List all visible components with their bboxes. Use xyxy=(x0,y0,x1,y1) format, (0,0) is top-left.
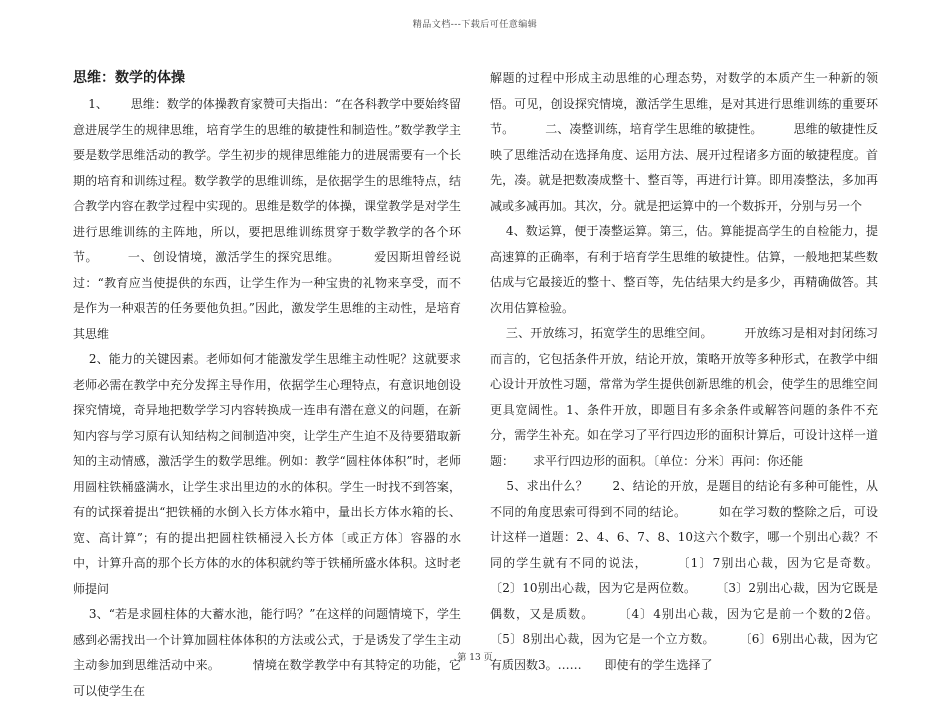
paragraph: 3、“若是求圆柱体的大蓄水池，能行吗？”在这样的问题情境下，学生感到必需找出一个计算加圆柱体体积的方法或公式，于是诱发了学生主动主动参加到思维活动中来。 情境在数学教学中有其特定的功能，它可以使学生在 xyxy=(73,607,461,698)
page-number: 第 13 页 xyxy=(457,653,493,663)
paragraph: 5、求出什么？ 2、结论的开放，是题目的结论有多种可能性，从不同的角度思索可得到不同的结论。 如在学习数的整除之后，可设计这样一道题：2、4、6、7、8、10这六个数字，哪一个别出心裁？不同的学生就有不同的说法， 〔1〕7别出心裁，因为它是奇数。 〔2〕10别出心裁，因为它是两位数。 〔3〕2别出心裁，因为它既是偶数，又是质数。 〔4〕4别出心裁，因为它是前一个数的2倍。 〔5〕8别出心裁，因为它是一个立方数。 〔6〕6别出心裁，因为它有质因数3。…… 即使有的学生选择了 xyxy=(490,479,909,672)
paragraph: 三、开放练习，拓宽学生的思维空间。 开放练习是相对封闭练习而言的，它包括条件开放，结论开放，策略开放等多种形式，在教学中细心设计开放性习题，常常为学生提供创新思维的机会，使学生的思维空间更具宽阔性。1、条件开放，即题目有多余条件或解答问题的条件不充分，需学生补充。如在学习了平行四边形的面积计算后，可设计这样一道题： 求平行四边形的面积。〔单位：分米〕再问：你还能 xyxy=(490,326,878,468)
left-column xyxy=(73,64,461,704)
paragraph: 2、能力的关键因素。老师如何才能激发学生思维主动性呢？这就要求老师必需在教学中充分发挥主导作用，依据学生心理特点，有意识地创设探究情境，奇异地把数学学习内容转换成一连串有潜在意义的问题，在新知内容与学习原有认知结构之间制造冲突，让学生产生迫不及待要猎取新知的主动情感，激活学生的数学思维。例如：教学“圆柱体体积”时，老师用圆柱铁桶盛满水，让学生求出里边的水的体积。学生一时找不到答案，有的试探着提出“把铁桶的水倒入长方体水箱中，量出长方体水箱的长、宽、高计算”；有的提出把圆柱铁桶浸入长方体〔或正方体〕容器的水中，计算升高的那个长方体的水的体积就约等于铁桶所盛水体积。这时老师提问 xyxy=(73,352,461,596)
paragraph: 4、数运算，便于凑整运算。第三，估。算能提高学生的自检能力，提高速算的正确率，有利于培育学生思维的敏捷性。估算，一般地把某些数估成与它最接近的整十、整百等，先估结果大约是多少，再精确做答。其次用估算检验。 xyxy=(490,224,878,315)
paragraph: 1、 思维：数学的体操教育家赞可夫指出：“在各科教学中要始终留意进展学生的规律思维，培育学生的思维的敏捷性和制造性。”数学教学主要是数学思维活动的教学。学生初步的规律思维能力的进展需要有一个长期的培育和训练过程。数学教学的思维训练，是依据学生的思维特点，结合教学内容在教学过程中实现的。思维是数学的体操，课堂教学是对学生进行思维训练的主阵地，所以，要把思维训练贯穿于数学教学的各个环节。 一、创设情境，激活学生的探究思维。 爱因斯坦曾经说过：“教育应当使提供的东西，让学生作为一种宝贵的礼物来享受，而不是作为一种艰苦的任务要他负担。”因此，激发学生思维的主动性，是培育其思维 xyxy=(73,97,461,341)
right-column xyxy=(490,66,909,678)
page-header: 精品文档---下载后可任意编辑 xyxy=(412,20,538,30)
document-title: 思维：数学的体操 xyxy=(73,70,185,86)
paragraph: 解题的过程中形成主动思维的心理态势，对数学的本质产生一种新的领悟。可见，创设探究情境，激活学生思维，是对其进行思维训练的重要环节。 二、凑整训练，培育学生思维的敏捷性。 思维的敏捷性反映了思维活动在选择角度、运用方法、展开过程诸多方面的敏捷程度。首先，凑。就是把数凑成整十、整百等，再进行计算。即用凑整法，多加再减或多减再加。其次，分。就是把运算中的一个数拆开，分别与另一个 xyxy=(490,71,878,213)
